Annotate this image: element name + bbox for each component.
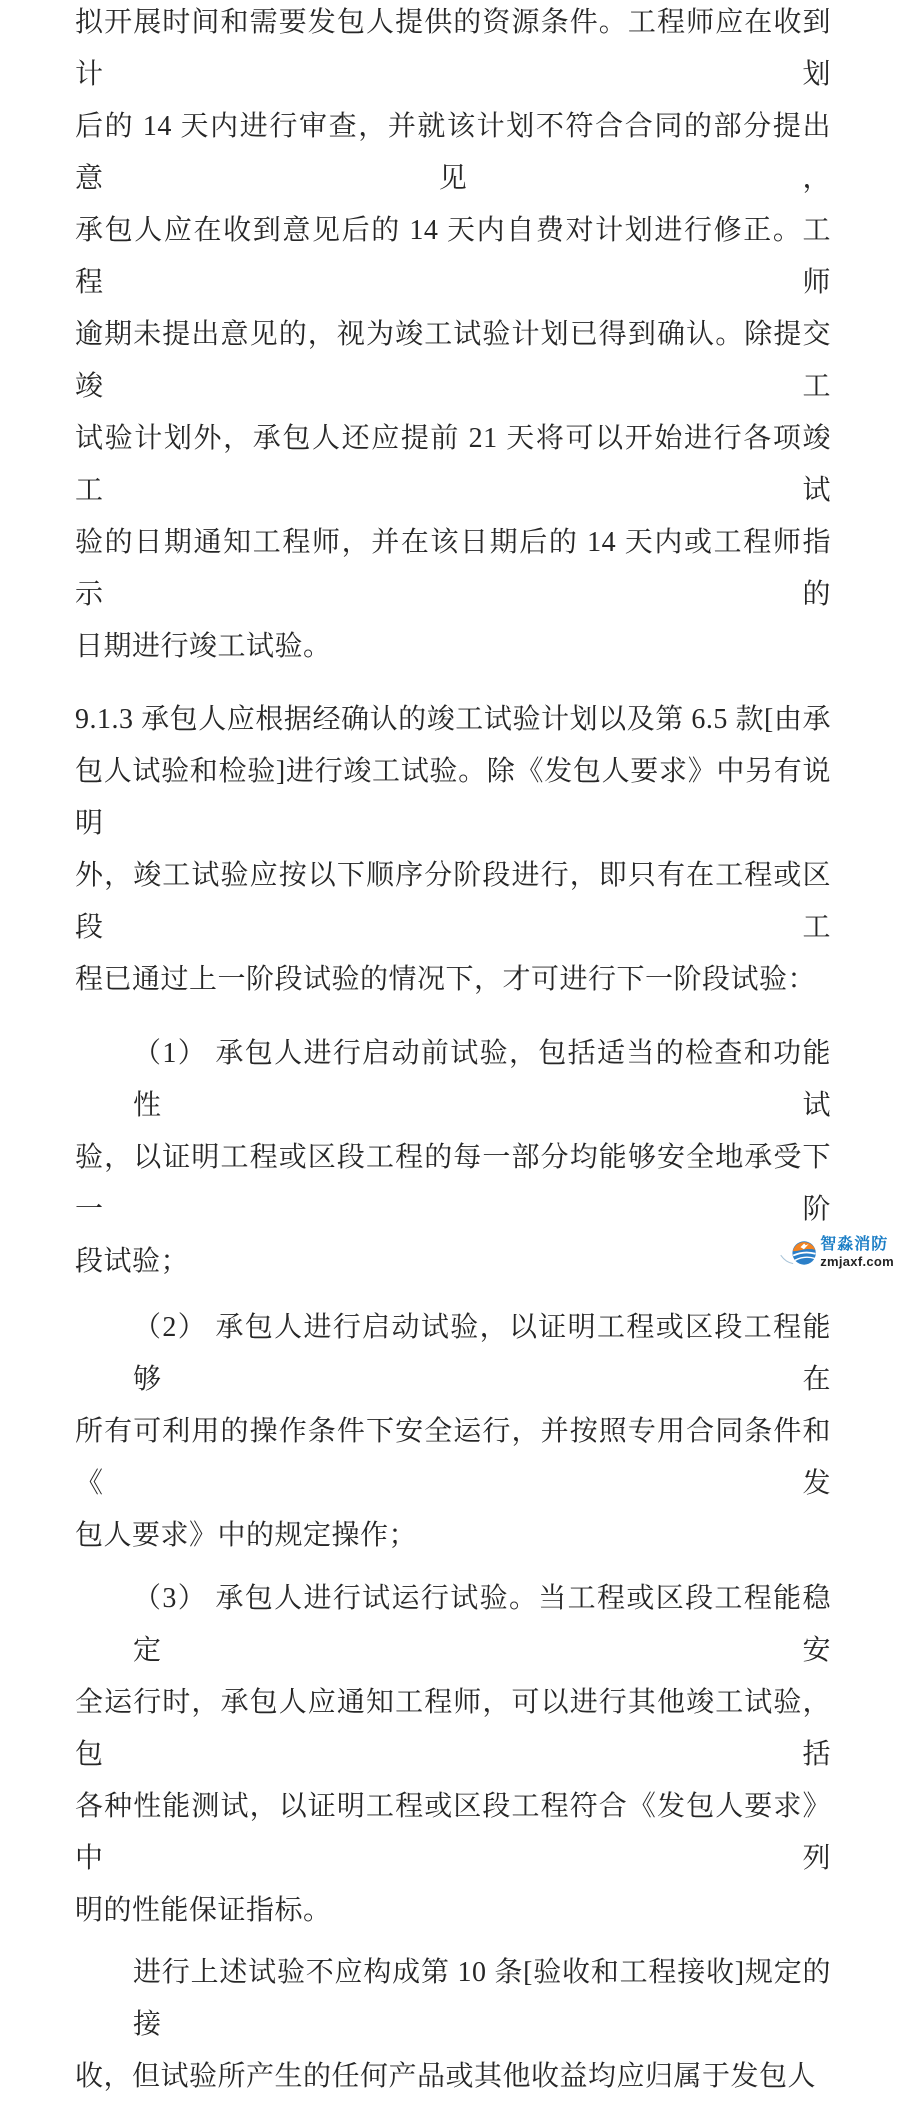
- text-line: 所有可利用的操作条件下安全运行，并按照专用合同条件和《发: [75, 1416, 831, 1499]
- paragraph: [75, 0, 831, 673]
- paragraph-item-1: [75, 1028, 831, 1288]
- text-line: 包人试验和检验]进行竣工试验。除《发包人要求》中另有说明: [75, 756, 831, 839]
- text-line: 包人要求》中的规定操作；: [75, 1520, 418, 1551]
- text-line: （3） 承包人进行试运行试验。当工程或区段工程能稳定安: [133, 1583, 831, 1666]
- text-line: 后的 14 天内进行审查，并就该计划不符合合同的部分提出意见，: [75, 111, 831, 194]
- text-line: 明的性能保证指标。: [75, 1895, 332, 1926]
- text-line: 段试验；: [75, 1246, 190, 1277]
- watermark-brand-text: 智淼消防: [820, 1236, 889, 1253]
- text-line: 日期进行竣工试验。: [75, 631, 332, 662]
- text-line: 全运行时，承包人应通知工程师，可以进行其他竣工试验，包括: [75, 1687, 831, 1770]
- text-line: 程已通过上一阶段试验的情况下，才可进行下一阶段试验：: [75, 964, 817, 995]
- text-line: 9.1.3 承包人应根据经确认的竣工试验计划以及第 6.5 款[由承: [75, 704, 831, 735]
- text-line: 收，但试验所产生的任何产品或其他收益均应归属于发包人: [75, 2061, 817, 2092]
- watermark-domain-text: zmjaxf.com: [820, 1254, 894, 1269]
- text-line: 试验计划外，承包人还应提前 21 天将可以开始进行各项竣工试: [75, 423, 831, 506]
- text-line: 验，以证明工程或区段工程的每一部分均能够安全地承受下一阶: [75, 1142, 831, 1225]
- paragraph-closing: [75, 1947, 831, 2103]
- paragraph-9-1-3: [75, 694, 831, 1006]
- watermark: [780, 1237, 894, 1268]
- text-line: 验的日期通知工程师，并在该日期后的 14 天内或工程师指示的: [75, 527, 831, 610]
- text-line: 外，竣工试验应按以下顺序分阶段进行，即只有在工程或区段工: [75, 860, 831, 943]
- text-line: 承包人应在收到意见后的 14 天内自费对计划进行修正。工程师: [75, 215, 831, 298]
- flame-swoosh-logo-icon: [780, 1238, 818, 1268]
- watermark-text: [820, 1237, 894, 1268]
- paragraph-item-2: [75, 1302, 831, 1562]
- document-page: [75, 0, 831, 2103]
- text-line: 各种性能测试，以证明工程或区段工程符合《发包人要求》中列: [75, 1791, 831, 1874]
- text-line: （1） 承包人进行启动前试验，包括适当的检查和功能性试: [133, 1038, 831, 1121]
- text-line: 拟开展时间和需要发包人提供的资源条件。工程师应在收到计划: [75, 7, 831, 90]
- paragraph-item-3: [75, 1573, 831, 1937]
- text-line: 进行上述试验不应构成第 10 条[验收和工程接收]规定的接: [133, 1957, 831, 2040]
- text-line: （2） 承包人进行启动试验，以证明工程或区段工程能够在: [133, 1312, 831, 1395]
- text-line: 逾期未提出意见的，视为竣工试验计划已得到确认。除提交竣工: [75, 319, 831, 402]
